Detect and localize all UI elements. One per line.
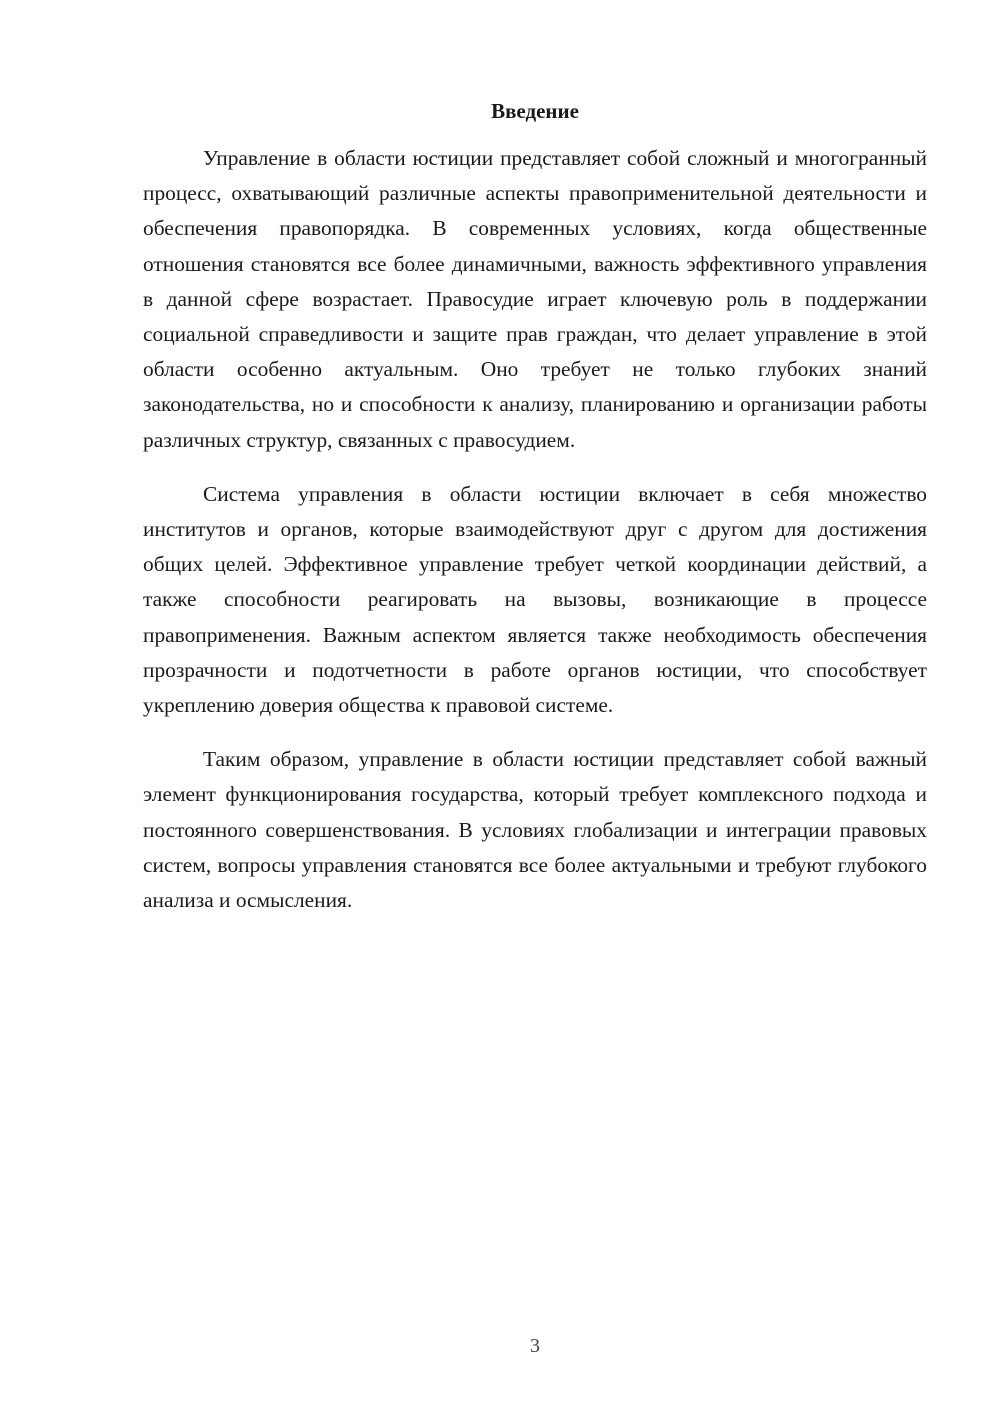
page-number: 3 (530, 1335, 540, 1357)
paragraph-2: Система управления в области юстиции включает в себя множество институтов и органов, которые взаимодействуют друг с другом для достижения общих целей. Эффективное управление требует четкой координации действий, а также способности реагировать на вызовы, возникающие в процессе правоприменения. Важным аспектом является также необходимость обеспечения прозрачности и подотчетности в работе органов юстиции, что способствует укреплению доверия общества к правовой системе. (143, 481, 927, 718)
document-body (143, 141, 927, 937)
page-title: Введение (491, 99, 579, 123)
paragraph-1: Управление в области юстиции представляет собой сложный и многогранный процесс, охватывающий различные аспекты правоприменительной деятельности и обеспечения правопорядка. В современных условиях, когда общественные отношения становятся все более динамичными, важность эффективного управления в данной сфере возрастает. Правосудие играет ключевую роль в поддержании социальной справедливости и защите прав граждан, что делает управление в этой области особенно актуальным. Оно требует не только глубоких знаний законодательства, но и способности к анализу, планированию и организации работы различных структур, связанных с правосудием. (143, 146, 927, 452)
paragraph-3: Таким образом, управление в области юстиции представляет собой важный элемент функционирования государства, который требует комплексного подхода и постоянного совершенствования. В условиях глобализации и интеграции правовых систем, вопросы управления становятся все более актуальными и требуют глубокого анализа и осмысления. (143, 747, 927, 913)
